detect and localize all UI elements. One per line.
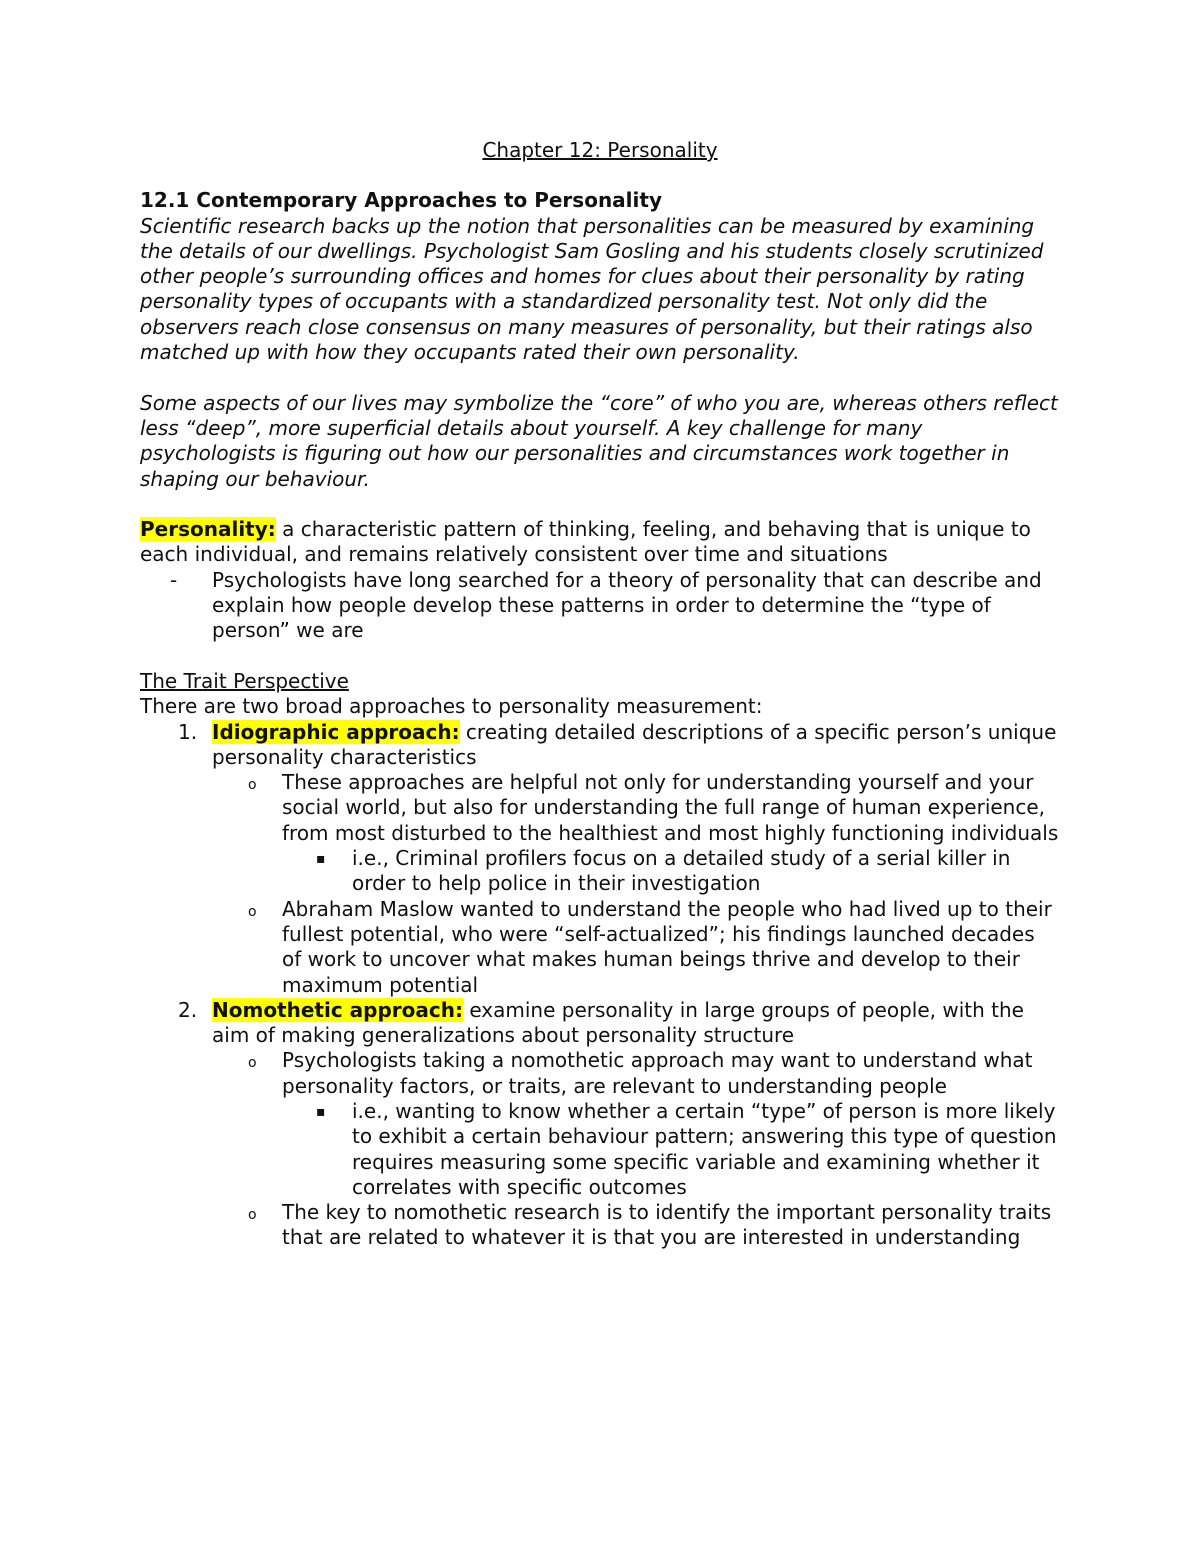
sub-bullet-item — [140, 1048, 1060, 1099]
sub-bullet-item — [140, 770, 1060, 846]
intro-paragraph-1: Scientific research backs up the notion that personalities can be measured by examining the details of our dwellings. Psychologist Sam Gosling and his students closely scrutinized other people’s surrounding offices and homes for clues about their personality by rating personality types of occupants with a standardized personality test. Not only did the observers reach close consensus on many measures of personality, but their ratings also matched up with how they occupants rated their own personality. — [140, 213, 1044, 365]
trait-perspective-heading: The Trait Perspective — [140, 668, 349, 693]
personality-definition — [140, 517, 1060, 568]
circle-bullet-marker: o — [248, 903, 257, 920]
chapter-title: Chapter 12: Personality — [482, 138, 718, 162]
sub-bullet-text: These approaches are helpful not only for understanding yourself and your social world, but also for understanding the full range of human experience, from most disturbed to the healthiest and most highly functioning individuals — [282, 770, 1059, 845]
square-bullet-marker: ▪ — [316, 1103, 326, 1120]
sub-sub-bullet-text: i.e., wanting to know whether a certain “type” of person is more likely to exhibit a certain behaviour pattern; answering this type of question requires measuring some specific variable and examining whether it correlates with specific outcomes — [352, 1098, 1057, 1199]
sub-bullet-text: Abraham Maslow wanted to understand the people who had lived up to their fullest potential, who were “self-actualized”; his findings launched decades of work to uncover what makes human beings thrive and develop to their maximum potential — [282, 896, 1052, 997]
nomothetic-text: examine personality in large groups of people, with the aim of making generalizations about personality structure — [212, 997, 1024, 1048]
sub-bullet-text: The key to nomothetic research is to identify the important personality traits that are related to whatever it is that you are interested in understanding — [282, 1200, 1052, 1250]
nomothetic-term: Nomothetic approach: — [212, 997, 463, 1022]
idiographic-term: Idiographic approach: — [212, 719, 460, 744]
paragraph-gap — [140, 644, 1060, 669]
personality-definition-text: a characteristic pattern of thinking, feeling, and behaving that is unique to each individual, and remains relatively consistent over time and situations — [140, 517, 1031, 567]
paragraph-gap — [140, 492, 1060, 517]
sub-sub-bullet-text: i.e., Criminal profilers focus on a detailed study of a serial killer in order to help police in their investigation — [352, 846, 1011, 896]
dash-bullet-item — [140, 568, 1060, 644]
item-number: 1. — [178, 719, 198, 744]
sub-bullet-item — [140, 897, 1060, 998]
idiographic-text: creating detailed descriptions of a specific person’s unique personality characteristics — [212, 719, 1057, 769]
sub-bullet-text: Psychologists taking a nomothetic approach may want to understand what personality factors, or traits, are relevant to understanding people — [282, 1048, 1033, 1098]
numbered-item-idiographic — [140, 720, 1060, 771]
numbered-item-nomothetic — [140, 998, 1060, 1049]
personality-term: Personality: — [140, 517, 276, 542]
circle-bullet-marker: o — [248, 1207, 257, 1224]
trait-intro: There are two broad approaches to personality measurement: — [140, 694, 763, 719]
sub-sub-bullet-item — [140, 1099, 1060, 1200]
circle-bullet-marker: o — [248, 777, 257, 794]
square-bullet-marker: ▪ — [316, 851, 326, 868]
dash-marker: - — [170, 567, 178, 592]
item-number: 2. — [178, 997, 198, 1022]
intro-paragraph-2: Some aspects of our lives may symbolize the “core” of who you are, whereas others reflect less “deep”, more superficial details about yourself. A key challenge for many psychologists is figuring out how our personalities and circumstances work together in shaping our behaviour. — [140, 390, 1058, 491]
section-heading: 12.1 Contemporary Approaches to Personality — [140, 188, 662, 213]
sub-sub-bullet-item — [140, 846, 1060, 897]
circle-bullet-marker: o — [248, 1055, 257, 1072]
sub-bullet-item — [140, 1200, 1060, 1251]
dash-bullet-text: Psychologists have long searched for a theory of personality that can describe and explain how people develop these patterns in order to determine the “type of person” we are — [212, 567, 1042, 643]
paragraph-gap — [140, 365, 1060, 390]
